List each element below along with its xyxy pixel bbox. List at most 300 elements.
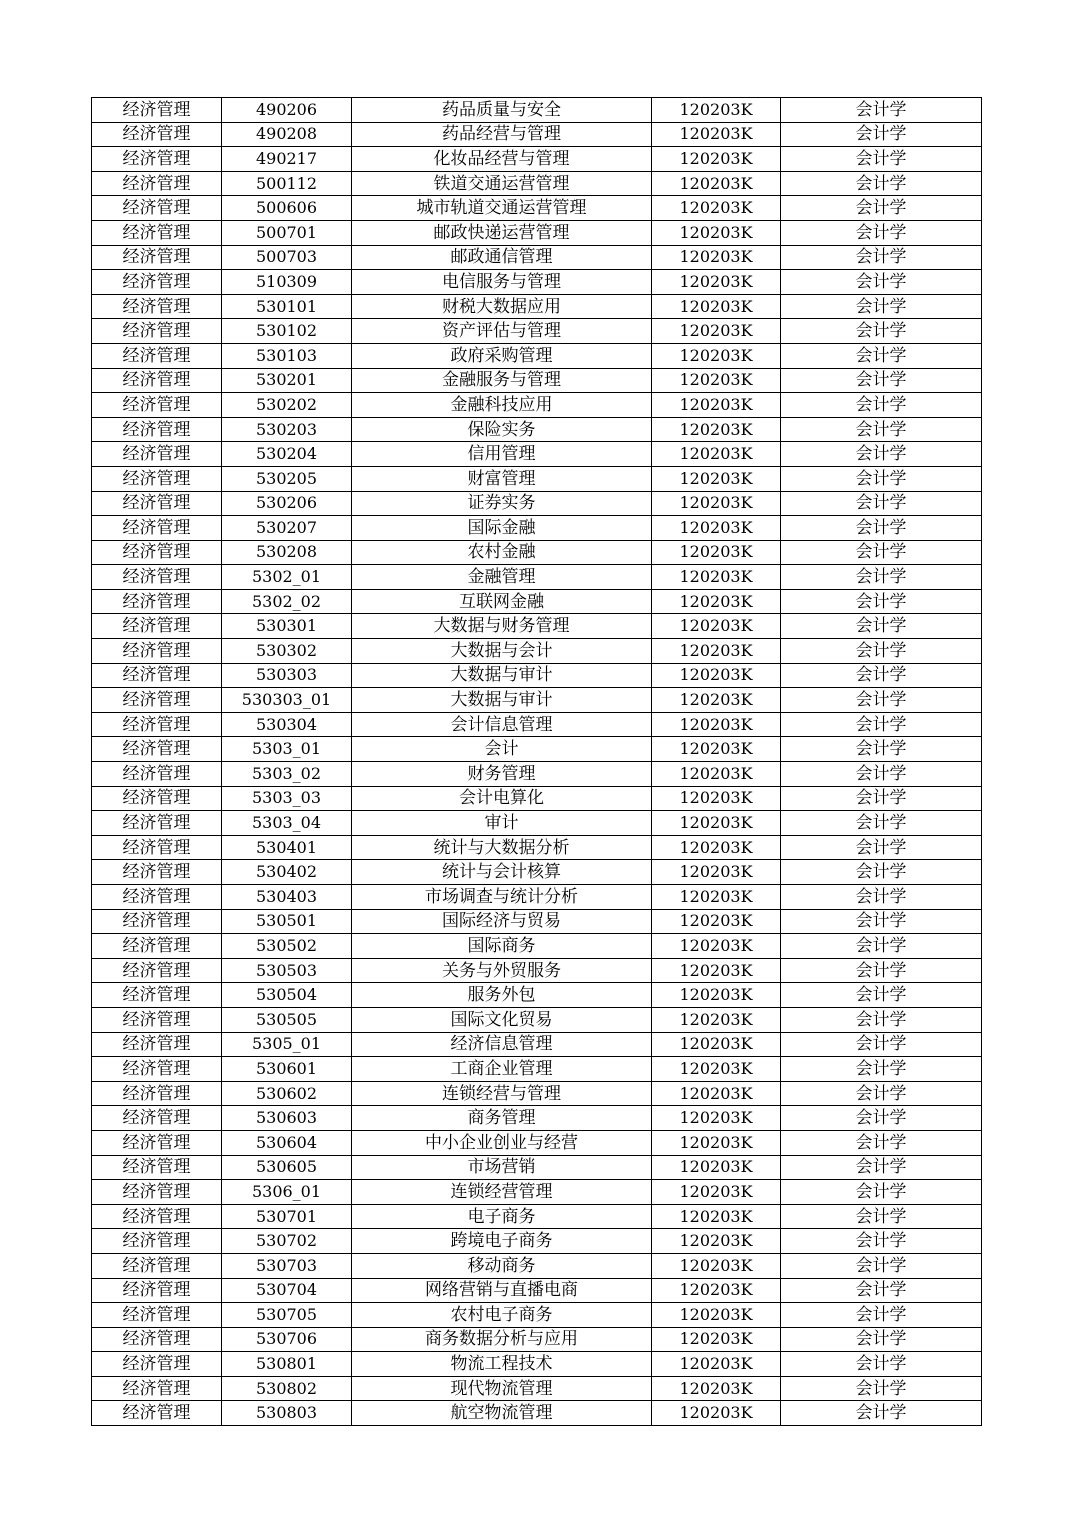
undergrad-code-cell: 120203K — [652, 934, 781, 959]
category-cell: 经济管理 — [92, 1376, 222, 1401]
undergrad-code-cell: 120203K — [652, 712, 781, 737]
vocational-major-cell: 邮政通信管理 — [352, 245, 652, 270]
undergrad-code-cell: 120203K — [652, 835, 781, 860]
category-cell: 经济管理 — [92, 786, 222, 811]
category-cell: 经济管理 — [92, 1327, 222, 1352]
vocational-code-cell: 490208 — [222, 122, 352, 147]
category-cell: 经济管理 — [92, 1155, 222, 1180]
category-cell: 经济管理 — [92, 171, 222, 196]
undergrad-major-cell: 会计学 — [781, 1401, 982, 1426]
table-row — [92, 737, 982, 762]
table-row — [92, 885, 982, 910]
undergrad-code-cell: 120203K — [652, 983, 781, 1008]
vocational-code-cell: 530102 — [222, 319, 352, 344]
vocational-major-cell: 会计 — [352, 737, 652, 762]
table-row — [92, 934, 982, 959]
table-body — [92, 98, 982, 1426]
vocational-code-cell: 530204 — [222, 442, 352, 467]
category-cell: 经济管理 — [92, 1278, 222, 1303]
category-cell: 经济管理 — [92, 466, 222, 491]
undergrad-major-cell: 会计学 — [781, 762, 982, 787]
vocational-major-cell: 电信服务与管理 — [352, 270, 652, 295]
undergrad-major-cell: 会计学 — [781, 1180, 982, 1205]
undergrad-major-cell: 会计学 — [781, 737, 982, 762]
undergrad-code-cell: 120203K — [652, 1278, 781, 1303]
vocational-major-cell: 统计与会计核算 — [352, 860, 652, 885]
undergrad-code-cell: 120203K — [652, 540, 781, 565]
undergrad-major-cell: 会计学 — [781, 1376, 982, 1401]
category-cell: 经济管理 — [92, 860, 222, 885]
vocational-code-cell: 500701 — [222, 220, 352, 245]
undergrad-code-cell: 120203K — [652, 122, 781, 147]
vocational-major-cell: 大数据与审计 — [352, 663, 652, 688]
table-row — [92, 270, 982, 295]
undergrad-code-cell: 120203K — [652, 1303, 781, 1328]
undergrad-code-cell: 120203K — [652, 958, 781, 983]
vocational-major-cell: 市场营销 — [352, 1155, 652, 1180]
table-row — [92, 1180, 982, 1205]
undergrad-code-cell: 120203K — [652, 1180, 781, 1205]
table-row — [92, 860, 982, 885]
undergrad-major-cell: 会计学 — [781, 1278, 982, 1303]
vocational-major-cell: 国际文化贸易 — [352, 1007, 652, 1032]
table-row — [92, 983, 982, 1008]
vocational-code-cell: 530802 — [222, 1376, 352, 1401]
category-cell: 经济管理 — [92, 589, 222, 614]
undergrad-major-cell: 会计学 — [781, 1204, 982, 1229]
vocational-major-cell: 邮政快递运营管理 — [352, 220, 652, 245]
undergrad-code-cell: 120203K — [652, 393, 781, 418]
vocational-code-cell: 530505 — [222, 1007, 352, 1032]
table-row — [92, 1352, 982, 1377]
undergrad-major-cell: 会计学 — [781, 220, 982, 245]
undergrad-code-cell: 120203K — [652, 860, 781, 885]
vocational-major-cell: 大数据与会计 — [352, 639, 652, 664]
undergrad-major-cell: 会计学 — [781, 860, 982, 885]
table-row — [92, 516, 982, 541]
table-row — [92, 466, 982, 491]
undergrad-major-cell: 会计学 — [781, 958, 982, 983]
table-row — [92, 491, 982, 516]
category-cell: 经济管理 — [92, 1253, 222, 1278]
undergrad-code-cell: 120203K — [652, 491, 781, 516]
undergrad-major-cell: 会计学 — [781, 688, 982, 713]
table-row — [92, 319, 982, 344]
table-row — [92, 147, 982, 172]
undergrad-code-cell: 120203K — [652, 885, 781, 910]
undergrad-major-cell: 会计学 — [781, 614, 982, 639]
undergrad-code-cell: 120203K — [652, 466, 781, 491]
undergrad-major-cell: 会计学 — [781, 417, 982, 442]
table-row — [92, 1057, 982, 1082]
table-row — [92, 1229, 982, 1254]
vocational-major-cell: 商务数据分析与应用 — [352, 1327, 652, 1352]
category-cell: 经济管理 — [92, 417, 222, 442]
category-cell: 经济管理 — [92, 614, 222, 639]
vocational-code-cell: 500703 — [222, 245, 352, 270]
undergrad-code-cell: 120203K — [652, 147, 781, 172]
table-row — [92, 614, 982, 639]
table-row — [92, 565, 982, 590]
undergrad-major-cell: 会计学 — [781, 343, 982, 368]
vocational-major-cell: 财务管理 — [352, 762, 652, 787]
undergrad-major-cell: 会计学 — [781, 663, 982, 688]
undergrad-major-cell: 会计学 — [781, 589, 982, 614]
table-row — [92, 196, 982, 221]
table-row — [92, 1327, 982, 1352]
table-row — [92, 1130, 982, 1155]
undergrad-code-cell: 120203K — [652, 1204, 781, 1229]
undergrad-code-cell: 120203K — [652, 762, 781, 787]
undergrad-code-cell: 120203K — [652, 1007, 781, 1032]
undergrad-code-cell: 120203K — [652, 688, 781, 713]
category-cell: 经济管理 — [92, 1057, 222, 1082]
category-cell: 经济管理 — [92, 909, 222, 934]
vocational-code-cell: 490206 — [222, 98, 352, 123]
undergrad-major-cell: 会计学 — [781, 786, 982, 811]
category-cell: 经济管理 — [92, 639, 222, 664]
undergrad-code-cell: 120203K — [652, 639, 781, 664]
vocational-major-cell: 市场调查与统计分析 — [352, 885, 652, 910]
table-row — [92, 122, 982, 147]
vocational-major-cell: 药品经营与管理 — [352, 122, 652, 147]
vocational-code-cell: 530604 — [222, 1130, 352, 1155]
undergrad-code-cell: 120203K — [652, 1253, 781, 1278]
category-cell: 经济管理 — [92, 737, 222, 762]
table-row — [92, 98, 982, 123]
category-cell: 经济管理 — [92, 1352, 222, 1377]
undergrad-code-cell: 120203K — [652, 565, 781, 590]
table-row — [92, 442, 982, 467]
vocational-code-cell: 530403 — [222, 885, 352, 910]
category-cell: 经济管理 — [92, 319, 222, 344]
document-page — [91, 97, 982, 1426]
undergrad-major-cell: 会计学 — [781, 319, 982, 344]
vocational-major-cell: 中小企业创业与经营 — [352, 1130, 652, 1155]
undergrad-code-cell: 120203K — [652, 171, 781, 196]
vocational-major-cell: 铁道交通运营管理 — [352, 171, 652, 196]
undergrad-major-cell: 会计学 — [781, 1057, 982, 1082]
table-row — [92, 663, 982, 688]
undergrad-major-cell: 会计学 — [781, 712, 982, 737]
vocational-major-cell: 连锁经营管理 — [352, 1180, 652, 1205]
table-row — [92, 343, 982, 368]
vocational-major-cell: 商务管理 — [352, 1106, 652, 1131]
vocational-code-cell: 5302_01 — [222, 565, 352, 590]
undergrad-major-cell: 会计学 — [781, 1303, 982, 1328]
category-cell: 经济管理 — [92, 811, 222, 836]
undergrad-code-cell: 120203K — [652, 663, 781, 688]
vocational-code-cell: 530206 — [222, 491, 352, 516]
category-cell: 经济管理 — [92, 1106, 222, 1131]
category-cell: 经济管理 — [92, 1229, 222, 1254]
undergrad-code-cell: 120203K — [652, 98, 781, 123]
vocational-major-cell: 国际经济与贸易 — [352, 909, 652, 934]
category-cell: 经济管理 — [92, 762, 222, 787]
undergrad-major-cell: 会计学 — [781, 1253, 982, 1278]
vocational-major-cell: 统计与大数据分析 — [352, 835, 652, 860]
vocational-code-cell: 530602 — [222, 1081, 352, 1106]
undergrad-code-cell: 120203K — [652, 245, 781, 270]
vocational-code-cell: 530801 — [222, 1352, 352, 1377]
vocational-major-cell: 连锁经营与管理 — [352, 1081, 652, 1106]
undergrad-code-cell: 120203K — [652, 1229, 781, 1254]
undergrad-code-cell: 120203K — [652, 1155, 781, 1180]
category-cell: 经济管理 — [92, 1032, 222, 1057]
vocational-major-cell: 大数据与财务管理 — [352, 614, 652, 639]
undergrad-major-cell: 会计学 — [781, 368, 982, 393]
undergrad-major-cell: 会计学 — [781, 1032, 982, 1057]
undergrad-major-cell: 会计学 — [781, 1081, 982, 1106]
undergrad-major-cell: 会计学 — [781, 294, 982, 319]
undergrad-major-cell: 会计学 — [781, 442, 982, 467]
vocational-major-cell: 互联网金融 — [352, 589, 652, 614]
category-cell: 经济管理 — [92, 98, 222, 123]
category-cell: 经济管理 — [92, 540, 222, 565]
undergrad-code-cell: 120203K — [652, 294, 781, 319]
undergrad-major-cell: 会计学 — [781, 270, 982, 295]
vocational-major-cell: 电子商务 — [352, 1204, 652, 1229]
undergrad-code-cell: 120203K — [652, 1376, 781, 1401]
vocational-code-cell: 530203 — [222, 417, 352, 442]
vocational-major-cell: 网络营销与直播电商 — [352, 1278, 652, 1303]
category-cell: 经济管理 — [92, 220, 222, 245]
category-cell: 经济管理 — [92, 565, 222, 590]
vocational-code-cell: 530701 — [222, 1204, 352, 1229]
category-cell: 经济管理 — [92, 516, 222, 541]
undergrad-code-cell: 120203K — [652, 614, 781, 639]
table-row — [92, 688, 982, 713]
vocational-major-cell: 财富管理 — [352, 466, 652, 491]
vocational-major-cell: 服务外包 — [352, 983, 652, 1008]
vocational-code-cell: 500112 — [222, 171, 352, 196]
table-row — [92, 1155, 982, 1180]
vocational-code-cell: 530401 — [222, 835, 352, 860]
category-cell: 经济管理 — [92, 1130, 222, 1155]
vocational-code-cell: 5303_01 — [222, 737, 352, 762]
vocational-major-cell: 财税大数据应用 — [352, 294, 652, 319]
category-cell: 经济管理 — [92, 1204, 222, 1229]
undergrad-major-cell: 会计学 — [781, 245, 982, 270]
vocational-code-cell: 5306_01 — [222, 1180, 352, 1205]
table-row — [92, 368, 982, 393]
vocational-major-cell: 药品质量与安全 — [352, 98, 652, 123]
undergrad-major-cell: 会计学 — [781, 98, 982, 123]
undergrad-code-cell: 120203K — [652, 589, 781, 614]
table-row — [92, 1081, 982, 1106]
undergrad-code-cell: 120203K — [652, 1401, 781, 1426]
undergrad-code-cell: 120203K — [652, 343, 781, 368]
table-row — [92, 540, 982, 565]
table-row — [92, 1303, 982, 1328]
table-row — [92, 909, 982, 934]
vocational-code-cell: 530304 — [222, 712, 352, 737]
vocational-code-cell: 530504 — [222, 983, 352, 1008]
undergrad-code-cell: 120203K — [652, 270, 781, 295]
vocational-code-cell: 5302_02 — [222, 589, 352, 614]
vocational-code-cell: 530601 — [222, 1057, 352, 1082]
vocational-code-cell: 500606 — [222, 196, 352, 221]
undergrad-code-cell: 120203K — [652, 220, 781, 245]
vocational-major-cell: 关务与外贸服务 — [352, 958, 652, 983]
vocational-major-cell: 资产评估与管理 — [352, 319, 652, 344]
vocational-code-cell: 530803 — [222, 1401, 352, 1426]
category-cell: 经济管理 — [92, 442, 222, 467]
category-cell: 经济管理 — [92, 688, 222, 713]
table-row — [92, 712, 982, 737]
table-row — [92, 171, 982, 196]
category-cell: 经济管理 — [92, 1007, 222, 1032]
vocational-code-cell: 530202 — [222, 393, 352, 418]
vocational-code-cell: 510309 — [222, 270, 352, 295]
category-cell: 经济管理 — [92, 368, 222, 393]
vocational-code-cell: 530502 — [222, 934, 352, 959]
vocational-major-cell: 政府采购管理 — [352, 343, 652, 368]
vocational-major-cell: 航空物流管理 — [352, 1401, 652, 1426]
undergrad-code-cell: 120203K — [652, 1032, 781, 1057]
vocational-code-cell: 5303_02 — [222, 762, 352, 787]
vocational-code-cell: 530705 — [222, 1303, 352, 1328]
undergrad-major-cell: 会计学 — [781, 639, 982, 664]
category-cell: 经济管理 — [92, 934, 222, 959]
table-row — [92, 393, 982, 418]
category-cell: 经济管理 — [92, 1180, 222, 1205]
undergrad-code-cell: 120203K — [652, 909, 781, 934]
vocational-code-cell: 530603 — [222, 1106, 352, 1131]
category-cell: 经济管理 — [92, 147, 222, 172]
vocational-major-cell: 保险实务 — [352, 417, 652, 442]
undergrad-major-cell: 会计学 — [781, 1352, 982, 1377]
category-cell: 经济管理 — [92, 393, 222, 418]
major-mapping-table — [91, 97, 982, 1426]
vocational-major-cell: 移动商务 — [352, 1253, 652, 1278]
vocational-code-cell: 530101 — [222, 294, 352, 319]
vocational-code-cell: 530703 — [222, 1253, 352, 1278]
vocational-major-cell: 跨境电子商务 — [352, 1229, 652, 1254]
category-cell: 经济管理 — [92, 835, 222, 860]
vocational-code-cell: 530303_01 — [222, 688, 352, 713]
category-cell: 经济管理 — [92, 343, 222, 368]
vocational-major-cell: 化妆品经营与管理 — [352, 147, 652, 172]
vocational-code-cell: 530303 — [222, 663, 352, 688]
vocational-major-cell: 农村金融 — [352, 540, 652, 565]
vocational-code-cell: 530402 — [222, 860, 352, 885]
undergrad-major-cell: 会计学 — [781, 909, 982, 934]
category-cell: 经济管理 — [92, 294, 222, 319]
table-row — [92, 245, 982, 270]
table-row — [92, 417, 982, 442]
table-row — [92, 220, 982, 245]
vocational-major-cell: 信用管理 — [352, 442, 652, 467]
table-row — [92, 1204, 982, 1229]
vocational-major-cell: 经济信息管理 — [352, 1032, 652, 1057]
undergrad-major-cell: 会计学 — [781, 393, 982, 418]
undergrad-code-cell: 120203K — [652, 811, 781, 836]
undergrad-major-cell: 会计学 — [781, 885, 982, 910]
undergrad-code-cell: 120203K — [652, 1327, 781, 1352]
vocational-major-cell: 金融服务与管理 — [352, 368, 652, 393]
undergrad-major-cell: 会计学 — [781, 196, 982, 221]
table-row — [92, 639, 982, 664]
undergrad-major-cell: 会计学 — [781, 1155, 982, 1180]
category-cell: 经济管理 — [92, 663, 222, 688]
table-row — [92, 1106, 982, 1131]
vocational-major-cell: 金融管理 — [352, 565, 652, 590]
table-row — [92, 1253, 982, 1278]
table-row — [92, 1007, 982, 1032]
vocational-code-cell: 530702 — [222, 1229, 352, 1254]
undergrad-major-cell: 会计学 — [781, 540, 982, 565]
category-cell: 经济管理 — [92, 983, 222, 1008]
table-row — [92, 589, 982, 614]
table-row — [92, 811, 982, 836]
vocational-major-cell: 金融科技应用 — [352, 393, 652, 418]
undergrad-code-cell: 120203K — [652, 319, 781, 344]
undergrad-major-cell: 会计学 — [781, 1229, 982, 1254]
undergrad-code-cell: 120203K — [652, 1352, 781, 1377]
vocational-major-cell: 会计电算化 — [352, 786, 652, 811]
undergrad-major-cell: 会计学 — [781, 147, 982, 172]
undergrad-major-cell: 会计学 — [781, 1130, 982, 1155]
vocational-code-cell: 530301 — [222, 614, 352, 639]
undergrad-major-cell: 会计学 — [781, 466, 982, 491]
undergrad-major-cell: 会计学 — [781, 934, 982, 959]
vocational-major-cell: 城市轨道交通运营管理 — [352, 196, 652, 221]
undergrad-major-cell: 会计学 — [781, 565, 982, 590]
undergrad-code-cell: 120203K — [652, 368, 781, 393]
category-cell: 经济管理 — [92, 1081, 222, 1106]
vocational-code-cell: 5303_04 — [222, 811, 352, 836]
undergrad-code-cell: 120203K — [652, 516, 781, 541]
vocational-code-cell: 530103 — [222, 343, 352, 368]
vocational-code-cell: 5303_03 — [222, 786, 352, 811]
vocational-code-cell: 530503 — [222, 958, 352, 983]
vocational-major-cell: 农村电子商务 — [352, 1303, 652, 1328]
vocational-major-cell: 工商企业管理 — [352, 1057, 652, 1082]
undergrad-major-cell: 会计学 — [781, 516, 982, 541]
vocational-major-cell: 物流工程技术 — [352, 1352, 652, 1377]
undergrad-code-cell: 120203K — [652, 1130, 781, 1155]
category-cell: 经济管理 — [92, 885, 222, 910]
undergrad-major-cell: 会计学 — [781, 491, 982, 516]
category-cell: 经济管理 — [92, 270, 222, 295]
undergrad-code-cell: 120203K — [652, 1081, 781, 1106]
vocational-code-cell: 530205 — [222, 466, 352, 491]
vocational-major-cell: 国际商务 — [352, 934, 652, 959]
table-row — [92, 762, 982, 787]
undergrad-code-cell: 120203K — [652, 1106, 781, 1131]
table-row — [92, 786, 982, 811]
category-cell: 经济管理 — [92, 712, 222, 737]
table-row — [92, 294, 982, 319]
vocational-major-cell: 国际金融 — [352, 516, 652, 541]
category-cell: 经济管理 — [92, 491, 222, 516]
vocational-code-cell: 530302 — [222, 639, 352, 664]
table-row — [92, 958, 982, 983]
undergrad-major-cell: 会计学 — [781, 1007, 982, 1032]
category-cell: 经济管理 — [92, 122, 222, 147]
vocational-code-cell: 530605 — [222, 1155, 352, 1180]
category-cell: 经济管理 — [92, 1401, 222, 1426]
category-cell: 经济管理 — [92, 958, 222, 983]
undergrad-major-cell: 会计学 — [781, 171, 982, 196]
undergrad-major-cell: 会计学 — [781, 983, 982, 1008]
undergrad-code-cell: 120203K — [652, 417, 781, 442]
undergrad-code-cell: 120203K — [652, 737, 781, 762]
vocational-code-cell: 530501 — [222, 909, 352, 934]
vocational-code-cell: 530208 — [222, 540, 352, 565]
table-row — [92, 835, 982, 860]
